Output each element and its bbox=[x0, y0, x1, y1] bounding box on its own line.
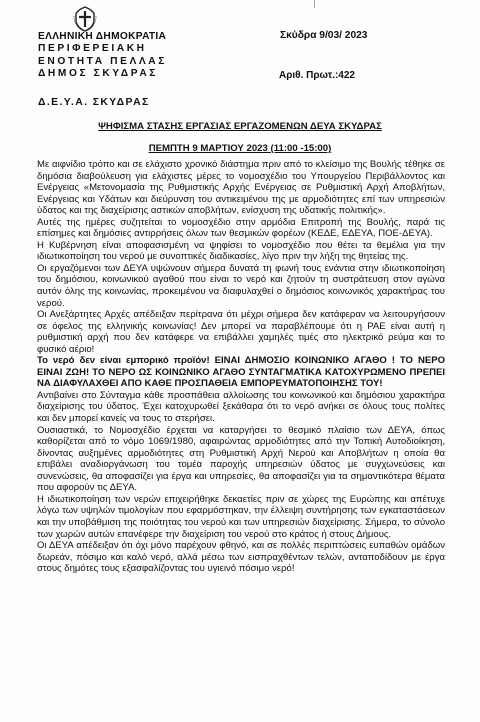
header-line-unit: ΕΝΟΤΗΤΑ ΠΕΛΛΑΣ bbox=[38, 55, 167, 67]
paragraph-government: Η Κυβέρνηση είναι αποφασισμένη να ψηφίσει το νομοσχέδιο που θέτει τα θεμέλια για την ιδιωτικοποίηση του νερού με συνοπτικές διαδικασίες, λίγο πριν την λήξη της θητείας της. bbox=[37, 239, 445, 263]
document-subtitle: ΠΕΜΠΤΗ 9 ΜΑΡΤΙΟΥ 2023 (11:00 -15:00) bbox=[148, 143, 332, 154]
paragraph-committee: Αυτές της ημέρες συζητείται το νομοσχέδιο στην αρμόδια Επιτροπή της Βουλής, παρά τις επίσημες και δημόσιες αντιρρήσεις όλων των θεσμικών φορέων (ΚΕΔΕ, ΕΔΕΥΑ, ΠΟΕ-ΔΕΥΑ). bbox=[37, 216, 445, 240]
paragraph-water-public-good: Το νερό δεν είναι εμπορικό προϊόν! ΕΙΝΑΙ ΔΗΜΟΣΙΟ ΚΟΙΝΩΝΙΚΟ ΑΓΑΘΟ ! ΤΟ ΝΕΡΟ ΕΙΝΑΙ ΖΩΗ! ΤΟ ΝΕΡΟ ΩΣ ΚΟΙΝΩΝΙΚΟ ΑΓΑΘΟ ΣΥΝΤΑΓΜΑΤΙΚΑ ΚΑΤΟΧΥΡΩΜΕΝΟ ΠΡΕΠΕΙ ΝΑ ΔΙΑΦΥΛΑΧΘΕΙ ΑΠΟ ΚΑΘΕ ΠΡΟΣΠΑΘΕΙΑ ΕΜΠΟΡΕΥΜΑΤΟΠΟΙΗΣΗΣ ΤΟΥ! bbox=[37, 355, 445, 390]
paragraph-independent-authorities: Οι Ανεξάρτητες Αρχές απέδειξαν περίτρανα ότι μέχρι σήμερα δεν κατάφεραν να λειτουργήσουν σε όφελος της ελληνικής κοινωνίας! Δεν μπορεί να παραβλέπουμε ότι η ΡΑΕ είναι αυτή η ρυθμιστική αρχή που δεν κατάφερε να επιβάλλει χαμηλές τιμές στο ηλεκτρικό ρεύμα και το φυσικό αέριο! bbox=[37, 309, 445, 355]
organization-name: Δ.Ε.Υ.Α. ΣΚΥΔΡΑΣ bbox=[38, 97, 150, 108]
paragraph-workers: Οι εργαζόμενοι των ΔΕΥΑ υψώνουν σήμερα δυνατά τη φωνή τους ενάντια στην ιδιωτικοποίηση του δημόσιου, κοινωνικού αγαθού που είναι το νερό και ζητούν τη συστράτευση στον αγώνα αυτόν όλης της κοινωνίας, προκειμένου να διαφυλαχθεί ο δημόσιος κοινωνικός χαρακτήρας του νερού. bbox=[37, 262, 445, 309]
issuer-header bbox=[38, 31, 167, 81]
paragraph-privatization-history: Η ιδιωτικοποίηση των νερών επιχειρήθηκε δεκαετίες πριν σε χώρες της Ευρώπης και απέτυχε λόγω των υψηλών τιμολογίων που εφαρμόστηκαν, την έλλειψη συντήρησης των εγκαταστάσεων και την υποβάθμιση της ποιότητας του νερού και των υπηρεσιών διαχείρισης. Σήμερα, το σύνολο των χωρών αυτών επανέφερε την διαχείριση του νερού στο κράτος ή στους Δήμους. bbox=[37, 493, 445, 540]
paragraph-bill-analysis: Ουσιαστικά, το Νομοσχέδιο έρχεται να καταργήσει το θεσμικό πλαίσιο των ΔΕΥΑ, όπως καθορίζεται από το νόμο 1069/1980, αφαιρώντας αρμοδιότητες από την Τοπική Αυτοδιοίκηση, δίνοντας αυξημένες αρμοδιότητες στη Ρυθμιστική Αρχή Νερού και Αποβλήτων η οποία θα επιβάλει αναδιοργάνωση του τομέα παροχής υπηρεσιών ύδατος με συγχωνεύσεις και συνενώσεις, θα αποφασίζει για έργα και υπηρεσίες, θα αποφασίζει για τα σημαντικότερα θέματα που αφορούν τις ΔΕΥΑ. bbox=[37, 424, 445, 494]
place-date: Σκύδρα 9/03/ 2023 bbox=[280, 30, 368, 41]
header-line-republic: ΕΛΛΗΝΙΚΗ ΔΗΜΟΚΡΑΤΙΑ bbox=[38, 31, 167, 42]
document-body bbox=[37, 159, 445, 575]
scan-mark bbox=[314, 0, 315, 8]
paragraph-intro: Με αιφνίδιο τρόπο και σε ελάχιστο χρονικό διάστημα πριν από το κλείσιμο της Βουλής τέθηκε σε δημόσια διαβούλευση για ελάχιστες μέρες το νομοσχέδιο του Υπουργείου Περιβάλλοντος και Ενέργειας «Μετονομασία της Ρυθμιστικής Αρχής Ενέργειας σε Ρυθμιστική Αρχή Αποβλήτων, Ενέργειας και Υδάτων και διεύρυνση του αντικειμένου της με αρμοδιότητες επί των υπηρεσιών ύδατος και της διαχείρισης αστικών αποβλήτων, ενίσχυση της υδατικής πολιτικής». bbox=[37, 159, 445, 217]
paragraph-constitution: Αντιβαίνει στο Σύνταγμα κάθε προσπάθεια αλλοίωσης του κοινωνικού και δημόσιου χαρακτήρα διαχείρισης του ύδατος. Έχει κατοχυρωθεί ξεκάθαρα ότι το νερό ανήκει σε όλους τους πολίτες και δεν μπορεί κανείς να τους το στερήσει. bbox=[37, 389, 445, 425]
protocol-number: Αριθ. Πρωτ.:422 bbox=[279, 70, 355, 81]
greek-coat-of-arms-icon bbox=[72, 6, 98, 32]
document-title: ΨΗΦΙΣΜΑ ΣΤΑΣΗΣ ΕΡΓΑΣΙΑΣ ΕΡΓΑΖΟΜΕΝΩΝ ΔΕΥΑ ΣΚΥΔΡΑΣ bbox=[98, 121, 382, 132]
header-line-municipality: ΔΗΜΟΣ ΣΚΥΔΡΑΣ bbox=[38, 68, 159, 80]
header-line-region: ΠΕΡΙΦΕΡΕΙΑΚΗ bbox=[38, 43, 147, 55]
paragraph-deya-record: Οι ΔΕΥΑ απέδειξαν ότι όχι μόνο παρέχουν φθηνό, και σε πολλές περιπτώσεις ευπαθών ομάδων δωρεάν, πόσιμο και καλό νερό, αλλά μέσω των εισπραχθέντων τελών, ανταποδίδουν με έργα στους δημότες τους εξασφαλίζοντας του υγιεινό πόσιμο νερό! bbox=[37, 540, 445, 575]
